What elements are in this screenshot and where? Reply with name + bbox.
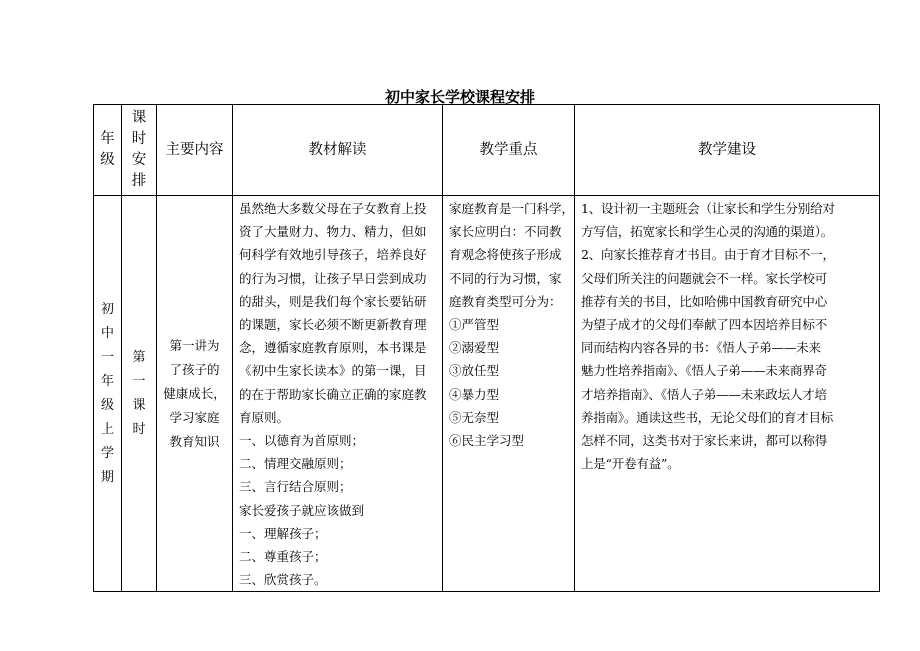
reading-line: 一、理解孩子；: [239, 525, 327, 541]
table-row: [94, 196, 880, 592]
focus-line: ④暴力型: [449, 386, 500, 402]
suggestion-line: 同而结构内容各异的书：《悟人子弟——未来: [581, 340, 821, 356]
grade-char: 期: [101, 469, 115, 485]
focus-line: 不同的行为习惯，家: [449, 270, 562, 286]
focus-line: 庭教育类型可分为：: [449, 293, 562, 309]
suggestion-line: 魅力性培养指南》、《悟人子弟——未来商界奇: [581, 363, 827, 379]
header-grade-char: 级: [100, 152, 115, 168]
header-grade: [94, 105, 122, 196]
grade-char: 一: [101, 349, 115, 365]
reading-line: 念，遵循家庭教育原则，本书课是: [239, 340, 427, 356]
suggestion-line: 才培养指南》、《悟人子弟——未来政坛人才培: [581, 386, 827, 402]
reading-line: 虽然绝大多数父母在子女教育上投: [239, 201, 427, 216]
header-row: [94, 105, 880, 196]
hours-char: 时: [132, 421, 146, 437]
focus-line: ⑤无奈型: [449, 409, 500, 425]
focus-line: 家长应明白：不同教: [449, 224, 562, 240]
header-hours-char: 安: [131, 152, 147, 168]
focus-line: ②溺爱型: [449, 340, 500, 356]
reading-line: 的课题，家长必须不断更新教育理: [239, 317, 427, 333]
content-cell: [157, 196, 233, 592]
header-content: 主要内容: [157, 105, 233, 196]
reading-line: 三、欣赏孩子。: [239, 572, 327, 588]
reading-line: 家长爱孩子就应该做到: [239, 502, 365, 518]
content-line: 教育知识: [169, 433, 220, 449]
suggestion-line: 上是“开卷有益”。: [581, 456, 680, 472]
header-focus: 教学重点: [443, 105, 575, 196]
focus-line: ⑥民主学习型: [449, 433, 525, 449]
content-line: 学习家庭: [169, 409, 220, 425]
suggestion-line: 1、设计初一主题班会（让家长和学生分别给对: [581, 201, 835, 216]
suggestion-line: 父母们所关注的问题就会不一样。家长学校可: [581, 270, 828, 286]
grade-cell: [94, 196, 122, 592]
reading-line: 《初中生家长读本》的第一课，目: [239, 363, 427, 379]
grade-char: 级: [101, 397, 115, 413]
reading-cell: [233, 196, 443, 592]
focus-cell: [443, 196, 575, 592]
focus-line: 家庭教育是一门科学，: [449, 201, 575, 216]
focus-line: ①严管型: [449, 317, 500, 333]
grade-char: 年: [101, 373, 115, 389]
content-line: 第一讲为: [169, 337, 220, 353]
reading-line: 资了大量财力、物力、精力，但如: [239, 224, 427, 240]
reading-line: 三、言行结合原则；: [239, 479, 352, 495]
reading-line: 一、以德育为首原则；: [239, 433, 365, 449]
header-reading: 教材解读: [233, 105, 443, 196]
hours-cell: [122, 196, 157, 592]
reading-line: 的甜头，则是我们每个家长要钻研: [239, 293, 427, 309]
hours-char: 一: [132, 373, 146, 389]
reading-line: 育原则。: [239, 409, 290, 425]
suggestion-line: 怎样不同，这类书对于家长来讲，都可以称得: [581, 433, 828, 449]
header-hours-char: 课: [131, 109, 147, 126]
content-line: 了孩子的: [169, 361, 220, 377]
suggestion-line: 推荐有关的书目，比如哈佛中国教育研究中心: [581, 293, 828, 309]
focus-line: ③放任型: [449, 363, 500, 379]
reading-line: 的在于帮助家长确立正确的家庭教: [239, 386, 427, 402]
header-suggestion: 教学建设: [575, 105, 880, 196]
grade-char: 初: [101, 301, 115, 317]
suggestion-cell: [575, 196, 880, 592]
header-hours-char: 时: [131, 130, 147, 147]
reading-line: 的行为习惯，让孩子早日尝到成功: [239, 270, 427, 286]
suggestion-line: 为望子成才的父母们奉献了四本因培养目标不: [581, 317, 828, 333]
grade-char: 中: [101, 325, 115, 341]
focus-line: 育观念将使孩子形成: [449, 247, 562, 263]
header-hours: [122, 105, 157, 196]
header-grade-char: 年: [100, 130, 115, 147]
reading-line: 二、情理交融原则；: [239, 456, 352, 472]
suggestion-line: 方写信，拓宽家长和学生心灵的沟通的渠道）。: [581, 224, 834, 240]
course-schedule-table: [93, 104, 880, 592]
header-hours-char: 排: [131, 173, 147, 190]
hours-char: 第: [132, 349, 146, 365]
grade-char: 上: [101, 421, 115, 437]
content-line: 健康成长，: [163, 385, 226, 401]
page-title: 初中家长学校课程安排: [384, 88, 535, 106]
suggestion-line: 养指南》。通读这些书，无论父母们的育才目标: [581, 409, 834, 425]
reading-line: 何科学有效地引导孩子，培养良好: [239, 247, 427, 263]
grade-char: 学: [101, 445, 115, 461]
hours-char: 课: [132, 397, 146, 413]
reading-line: 二、尊重孩子；: [239, 549, 327, 565]
suggestion-line: 2、向家长推荐育才书目。由于育才目标不一，: [581, 247, 835, 263]
